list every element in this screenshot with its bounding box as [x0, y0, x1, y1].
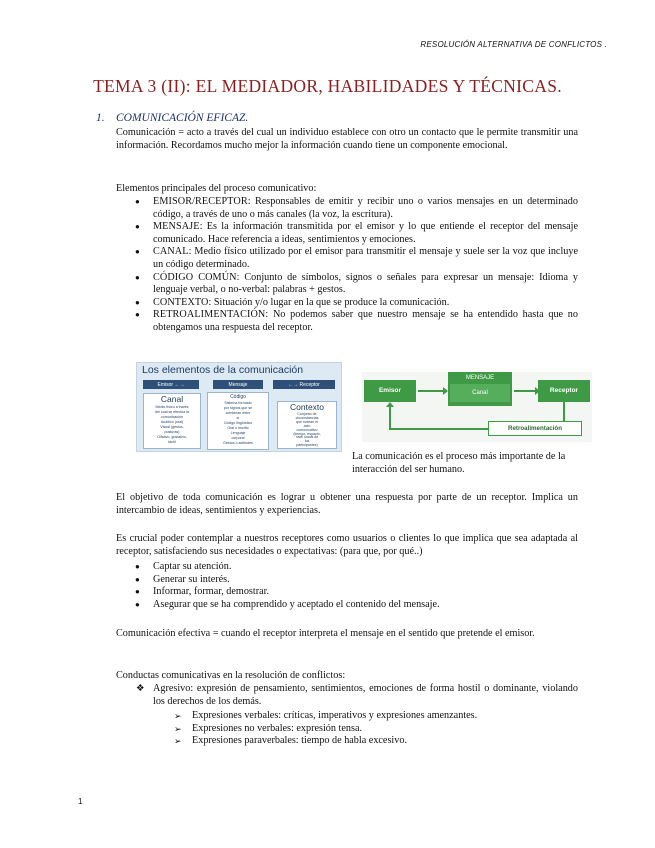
- list-item: ➢ Expresiones no verbales: expresión tensa.: [116, 723, 578, 736]
- list-item: [116, 297, 578, 310]
- contexto-line: participantes): [296, 443, 318, 448]
- element-label: EMISOR/RECEPTOR: [153, 196, 248, 207]
- list-item: ➢ Expresiones paraverbales: tiempo de habla excesivo.: [116, 735, 578, 748]
- element-label: CANAL: [153, 246, 189, 258]
- canal-line: Auditivo (oral): [160, 420, 184, 424]
- aggressive-text: : expresión de pensamiento, sentimientos, emociones de forma hostil o dominante, violando los derechos de los demás.: [153, 683, 578, 707]
- contexto-line: que rodean el: [296, 419, 318, 424]
- objective-paragraph: El objetivo de toda comunicación es lograr u obtener una respuesta por parte de un receptor. Implica un intercambio de ideas, sentimientos y experiencias.: [116, 492, 578, 516]
- list-item: [116, 246, 578, 271]
- aggressive-item: [116, 683, 578, 708]
- arrow-right-icon: [418, 390, 444, 392]
- codigo-line: por signos que se: [223, 406, 253, 410]
- diagram-caption: La comunicación es el proceso más importante de la interacción del ser humano.: [352, 451, 566, 475]
- conducts-intro: Conductas comunicativas en la resolución de conflictos:: [116, 670, 346, 681]
- element-text: : Medio físico utilizado por el emisor para transmitir el mensaje y suele ser la voz que incluye un código determinado.: [153, 246, 578, 270]
- mensaje-box: [213, 380, 263, 389]
- figure-title: Los elementos de la comunicación: [142, 364, 304, 376]
- canal-line: Medio físico a través: [155, 405, 189, 409]
- elements-intro: Elementos principales del proceso comunicativo:: [116, 183, 317, 194]
- receptor-box: [273, 380, 335, 389]
- element-text: : No podemos saber que nuestro mensaje se ha entendido hasta que no obtengamos una respuesta del receptor.: [153, 309, 578, 333]
- effective-paragraph: Comunicación efectiva = cuando el receptor interpreta el mensaje en el sentido que pretende el emisor.: [116, 628, 535, 639]
- contexto-box: [277, 401, 337, 449]
- list-item: [116, 221, 578, 246]
- canal-line: Olfativo, gustativo,: [157, 435, 187, 439]
- canal-box: [143, 393, 201, 449]
- emisor-label: Emisor: [157, 382, 174, 388]
- element-label: MENSAJE: [153, 221, 200, 233]
- contexto-line: acto: [303, 423, 311, 428]
- arrow-right-icon: [514, 390, 536, 392]
- mensaje-node: [448, 372, 512, 406]
- codigo-title: Código: [230, 394, 246, 400]
- contexto-line: nivel social de: [295, 435, 319, 440]
- contexto-title: Contexto: [289, 402, 325, 412]
- diamond-bullet-icon: ❖: [136, 684, 145, 694]
- contexto-line: los: [304, 439, 310, 444]
- contexto-line: Conjunto de: [297, 412, 317, 416]
- crucial-paragraph: Es crucial poder contemplar a nuestros receptores como usuarios o clientes lo que implica que sea adaptada al receptor, satisfaciendo sus necesidades o expectativas: (para que, por qué..): [116, 533, 578, 557]
- list-item: ➢ Expresiones verbales: críticas, imperativos y expresiones amenzantes.: [116, 710, 578, 723]
- codigo-line: Sistema formado: [224, 401, 252, 405]
- element-label: RETROALIMENTACIÓN: [153, 309, 266, 321]
- document-title: TEMA 3 (II): EL MEDIADOR, HABILIDADES Y TÉCNICAS.: [93, 76, 562, 96]
- element-text: : Responsables de emitir y recibir uno o varios mensajes en un determinado código, a través de uno o más canales (la voz, la escritura).: [153, 196, 578, 220]
- canal-line: del cual se efectúa la: [155, 410, 189, 414]
- list-item: ● Generar su interés.: [116, 574, 578, 587]
- list-item: [116, 196, 578, 221]
- mensaje-label: MENSAJE: [465, 375, 495, 381]
- arrow-icon: ←→: [174, 382, 185, 388]
- feedback-line: [389, 406, 391, 429]
- list-item: ● Asegurar que se ha comprendido y aceptado el contenido del mensaje.: [116, 599, 578, 612]
- expressions-list: [116, 710, 578, 748]
- canal-line: posturas): [164, 430, 180, 434]
- section-heading: [96, 112, 248, 124]
- emisor-box: [143, 380, 199, 389]
- receptor-label: Receptor: [299, 382, 320, 388]
- section-number: 1.: [96, 112, 105, 124]
- element-text: : Conjunto de símbolos, signos o señales para expresar un mensaje: Idioma y lenguaje verbal, o no-verbal: palabras + gestos.: [153, 271, 578, 296]
- list-item: ● Informar, formar, demostrar.: [116, 586, 578, 599]
- canal-line: comunicación: [161, 415, 183, 419]
- mensaje-label: Mensaje: [228, 382, 248, 388]
- codigo-line: corporal: [231, 436, 245, 440]
- codigo-line: sí: [236, 416, 240, 420]
- codigo-line: Código lingüístico: [223, 421, 253, 425]
- codigo-box: [207, 392, 269, 450]
- list-item: ● Captar su atención.: [116, 561, 578, 574]
- contexto-line: (tiempo, espacio,: [293, 431, 321, 436]
- element-text: : Situación y/o lugar en la que se produce la comunicación.: [208, 296, 450, 308]
- canal-title: Canal: [160, 394, 184, 404]
- codigo-line: Gestos o actitudes: [223, 441, 253, 445]
- communication-process-diagram: [362, 372, 592, 442]
- section-title: COMUNICACIÓN EFICAZ.: [116, 112, 249, 124]
- codigo-line: Oral o escrito: [227, 426, 249, 430]
- list-item: [116, 309, 578, 334]
- feedback-node: Retroalimentación: [488, 421, 582, 436]
- codigo-line: combinan entre: [225, 411, 251, 415]
- list-item: [116, 272, 578, 297]
- communication-elements-figure: [136, 362, 342, 452]
- codigo-line: Lenguaje: [230, 431, 246, 435]
- arrow-up-icon: [386, 402, 394, 407]
- element-label: CÓDIGO COMÚN: [153, 271, 237, 283]
- emisor-node: Emisor: [364, 380, 416, 402]
- arrow-icon: ←→: [288, 382, 299, 388]
- contexto-line: comunicativo: [296, 427, 318, 432]
- elements-list: [116, 196, 578, 335]
- receptor-node: Receptor: [538, 380, 590, 402]
- element-text: : Es la información transmitida por el emisor y lo que entiende el receptor del mensaje comunicado. Hace referencia a ideas, sentimientos y emociones.: [153, 221, 578, 245]
- goals-list: [116, 561, 578, 611]
- contexto-line: circunstancias: [295, 415, 319, 420]
- element-label: CONTEXTO: [153, 296, 209, 308]
- intro-paragraph: Comunicación = acto a través del cual un individuo establece con otro un contacto que le permite transmitir una información. Recordamos mucho mejor la información cuando tiene un componente emocional.: [116, 127, 578, 151]
- aggressive-label: Agresivo: [153, 683, 191, 694]
- page-number: 1: [78, 797, 83, 806]
- running-header: RESOLUCIÓN ALTERNATIVA DE CONFLICTOS .: [420, 40, 607, 49]
- canal-label: Canal: [450, 384, 510, 402]
- canal-line: táctil: [168, 440, 176, 444]
- canal-line: Visual (gestos,: [160, 425, 184, 429]
